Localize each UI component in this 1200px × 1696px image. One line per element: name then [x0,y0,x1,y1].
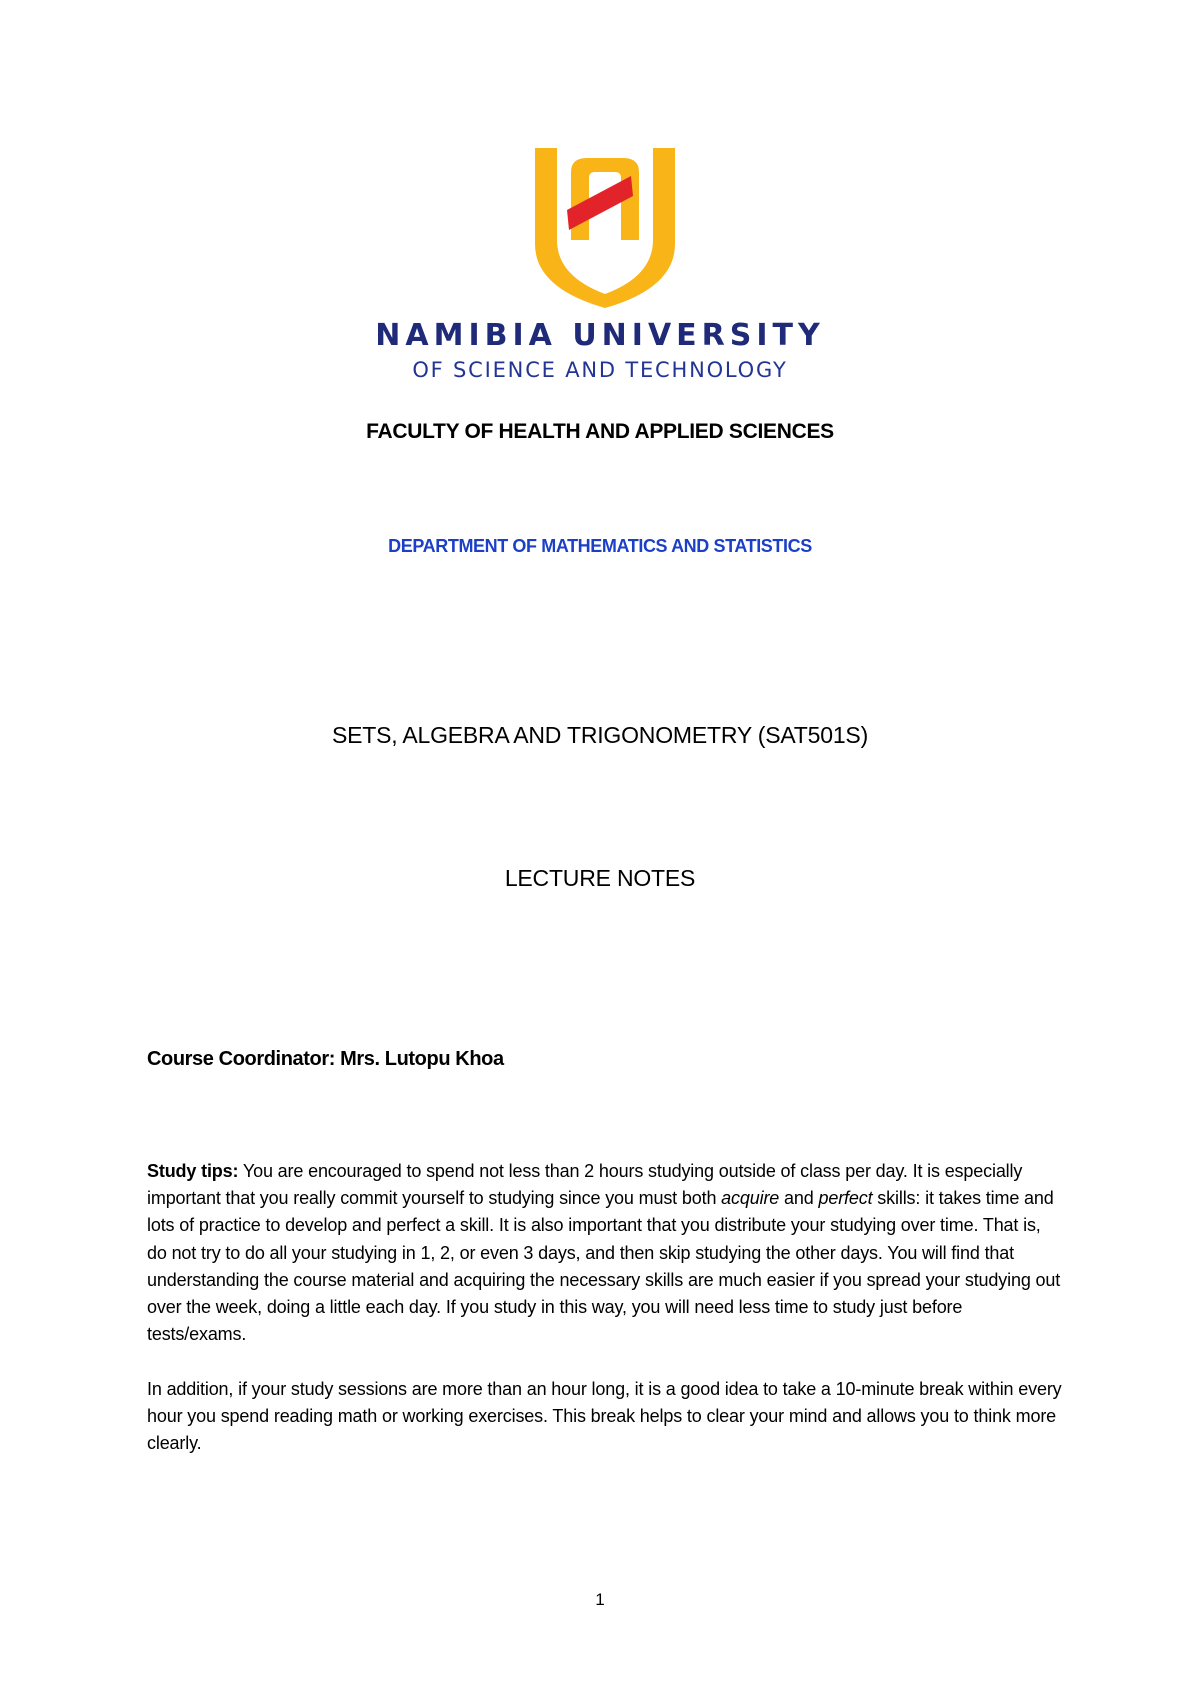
university-logo-icon [535,148,675,308]
course-coordinator: Course Coordinator: Mrs. Lutopu Khoa [147,1048,504,1070]
addition-paragraph: In addition, if your study sessions are more than an hour long, it is a good idea to take a 10-minute break within every hour you spend reading math or working exercises. This break helps to clear your mind and allows you to think more clearly. [147,1379,1062,1454]
university-name-line2: OF SCIENCE AND TECHNOLOGY [412,358,788,382]
study-tips-emphasis-acquire: acquire [721,1188,780,1209]
study-tips-label: Study tips: [147,1161,239,1181]
study-tips-emphasis-perfect: perfect [818,1188,873,1209]
department-heading: DEPARTMENT OF MATHEMATICS AND STATISTICS [388,536,812,556]
page-number: 1 [595,1590,605,1609]
study-tips-text-1: You are encouraged to spend not less than 2 hours studying outside of class per day. It is especially important that you really commit yourself to studying since you must both [147,1161,1023,1209]
course-title: SETS, ALGEBRA AND TRIGONOMETRY (SAT501S) [331,722,869,748]
university-name-line1: NAMIBIA UNIVERSITY [375,318,825,353]
study-tips-text-3: skills: it takes time and lots of practice to develop and perfect a skill. It is also important that you distribute your studying over time. That is, do not try to do all your studying in 1, 2, or even 3 days, and then skip studying the other days. You will find that understanding the course material and acquiring the necessary skills are much easier if you spread your studying out over the week, doing a little each day. If you study in this way, you will need less time to study just before tests/exams. [147,1188,1061,1345]
study-tips-paragraph [147,1158,1062,1348]
document-type-title: LECTURE NOTES [504,865,696,891]
faculty-heading: FACULTY OF HEALTH AND APPLIED SCIENCES [366,420,834,443]
study-tips-text-2: and [779,1188,819,1209]
